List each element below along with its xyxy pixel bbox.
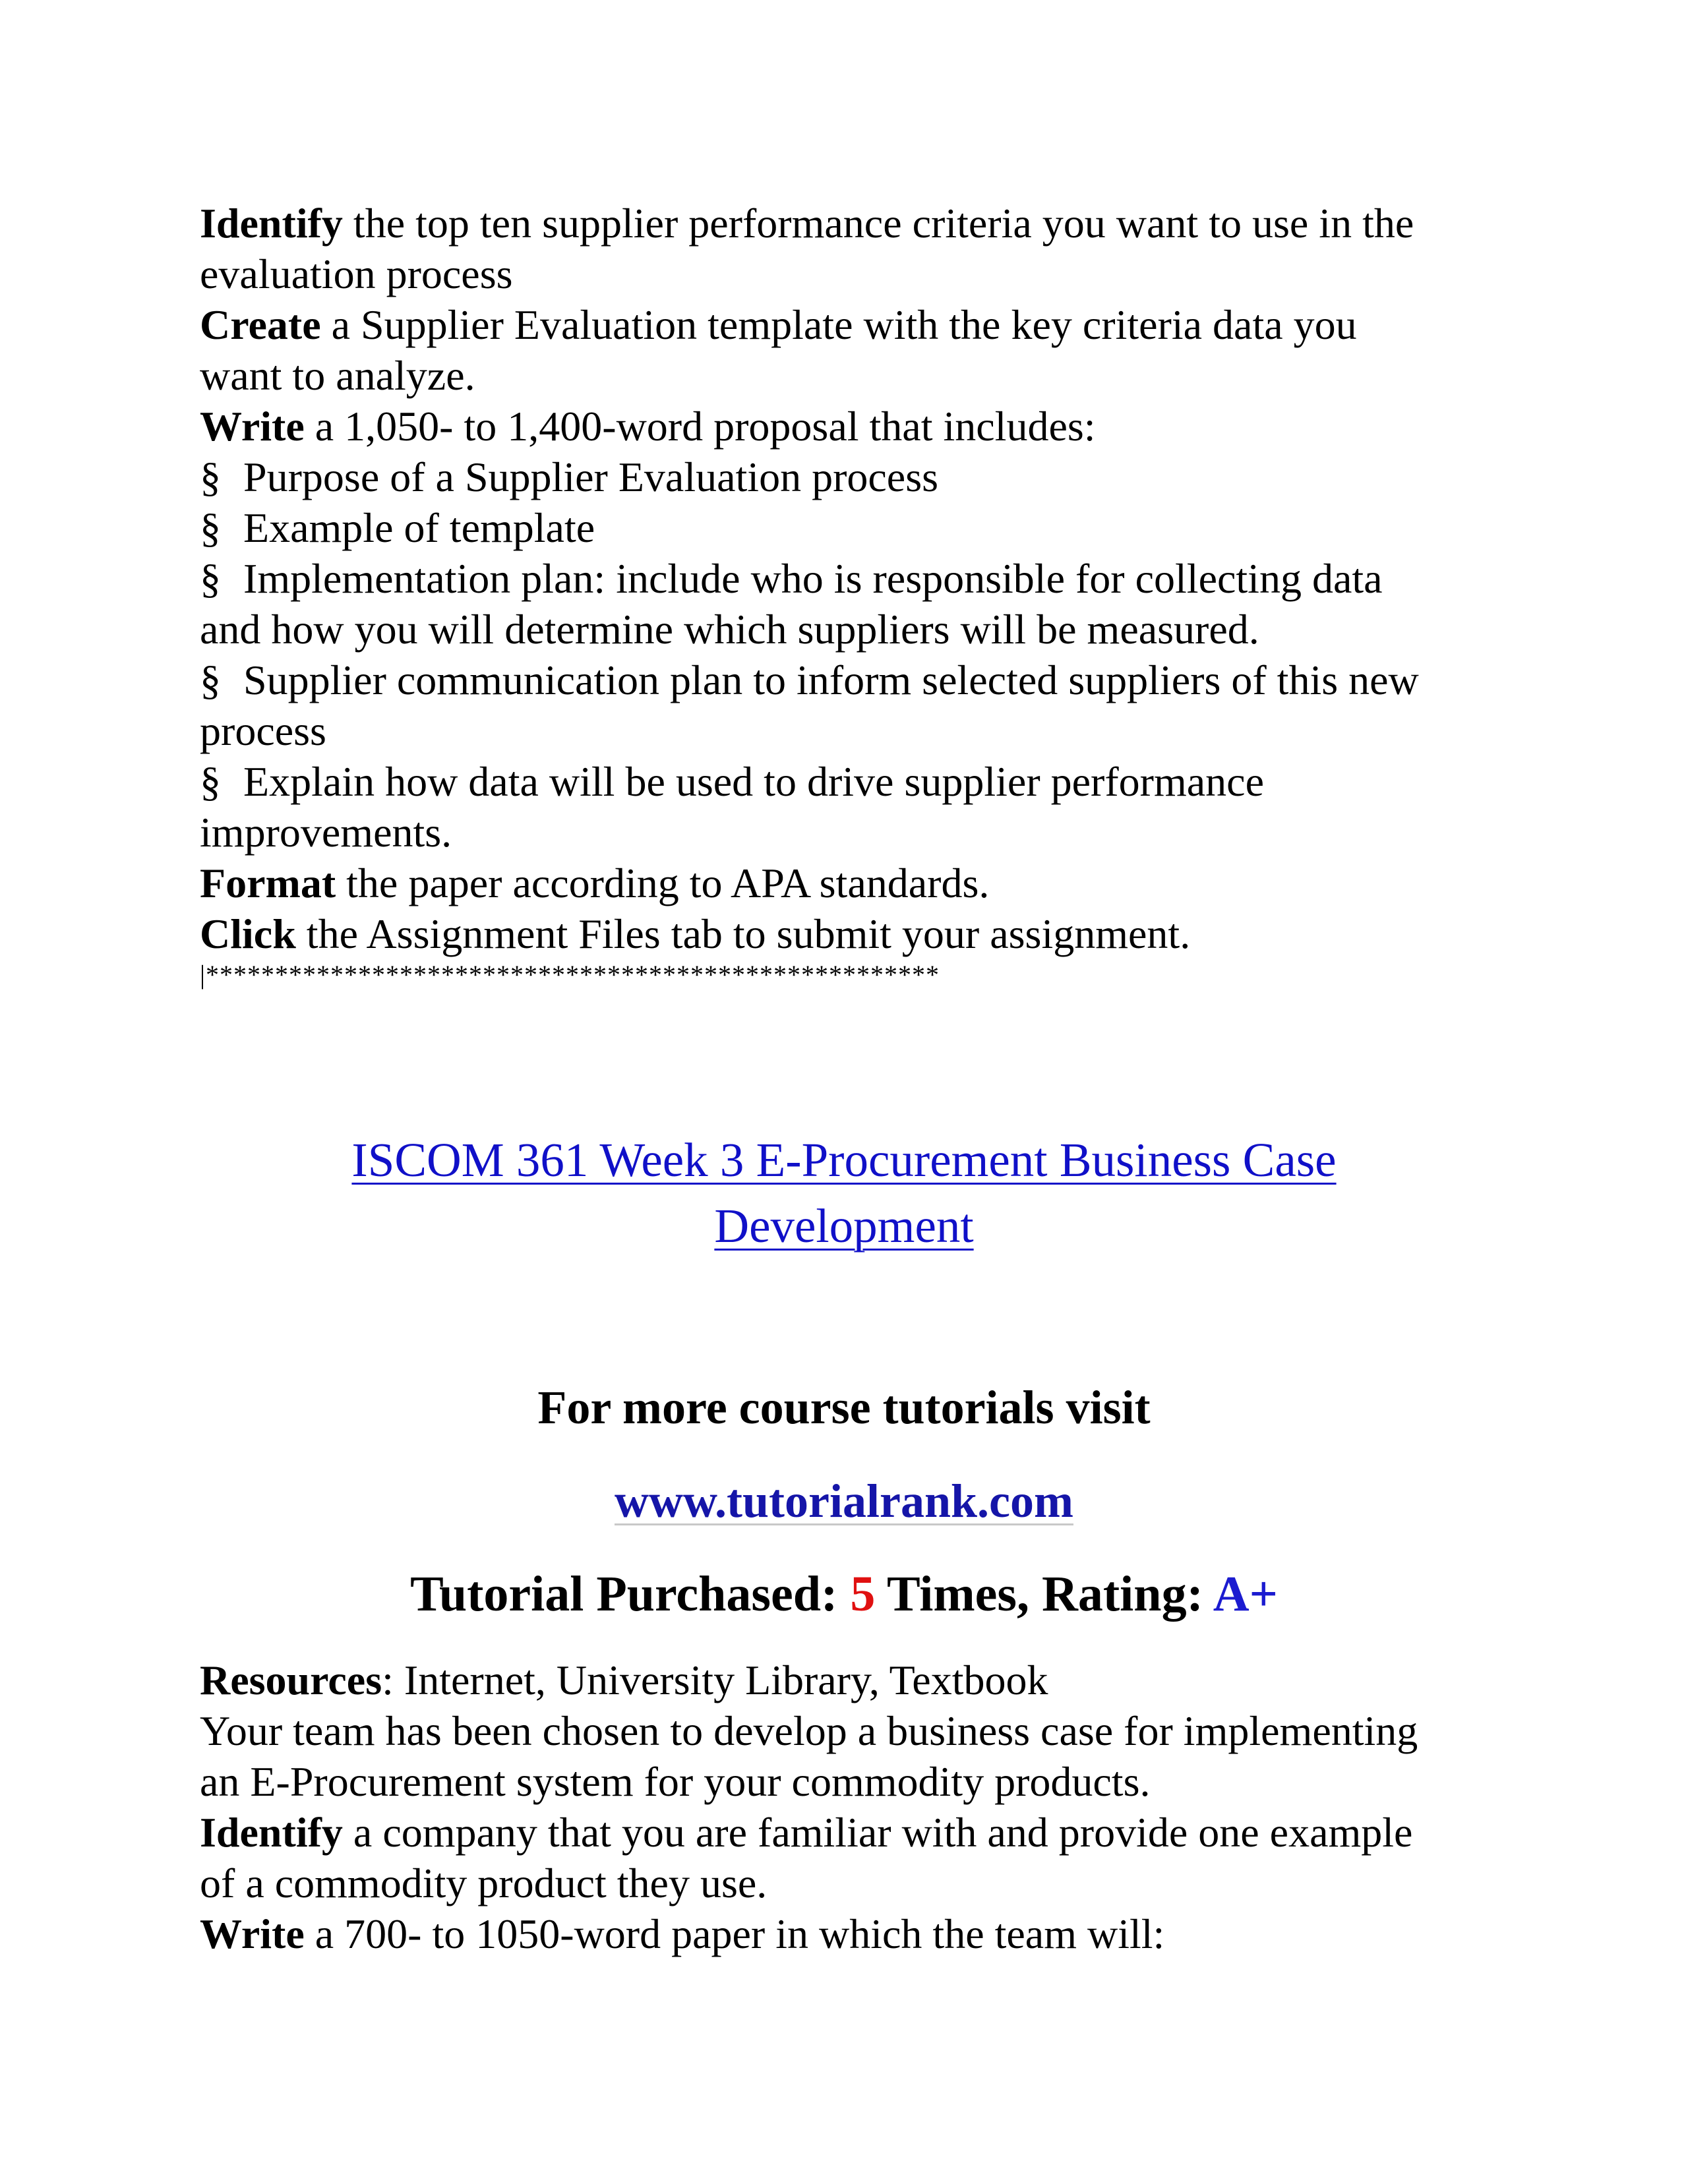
bullet-continuation: and how you will determine which suppliers will be measured. [200, 606, 1259, 653]
bullet-item [200, 452, 1519, 502]
assignment-instructions [200, 198, 1519, 988]
bullet-text: Purpose of a Supplier Evaluation process [243, 454, 938, 500]
write-text: a 1,050- to 1,400-word proposal that includes: [304, 403, 1096, 450]
write-paper-text: a 700- to 1050-word paper in which the team will: [304, 1910, 1165, 1957]
section-sign-icon: § [200, 504, 221, 551]
identify-text: the top ten supplier performance criteria you want to use in the [342, 200, 1414, 247]
section-sign-icon: § [200, 555, 221, 602]
click-text: the Assignment Files tab to submit your assignment. [295, 910, 1191, 957]
tutorial-site-link[interactable]: www.tutorialrank.com [615, 1475, 1073, 1527]
format-text: the paper according to APA standards. [336, 860, 990, 906]
purchase-stats [0, 1562, 1688, 1626]
identify-company-text: a company that you are familiar with and provide one example [342, 1809, 1413, 1856]
bullet-continuation: improvements. [200, 809, 452, 856]
section-sign-icon: § [200, 454, 221, 500]
resources-text: : Internet, University Library, Textbook [382, 1657, 1048, 1703]
course-title-link-block [0, 1127, 1688, 1259]
write-paper-line [200, 1908, 1519, 1959]
resources-line [200, 1655, 1519, 1705]
course-title-link[interactable] [351, 1133, 1336, 1253]
identify-keyword: Identify [200, 200, 343, 247]
bullet-item [200, 756, 1519, 807]
section-sign-icon: § [200, 657, 221, 703]
bullet-item [200, 553, 1519, 604]
format-line [200, 858, 1519, 908]
write-keyword: Write [200, 403, 305, 450]
bullet-text: Supplier communication plan to inform selected suppliers of this new [243, 657, 1419, 703]
stats-prefix: Tutorial Purchased: [410, 1566, 851, 1622]
click-line [200, 908, 1519, 959]
intro-line-2: an E-Procurement system for your commodity products. [200, 1758, 1151, 1805]
bullet-text: Explain how data will be used to drive supplier performance [243, 758, 1264, 805]
identify-company-line [200, 1807, 1519, 1858]
identify-company-line-2: of a commodity product they use. [200, 1860, 768, 1906]
section-sign-icon: § [200, 758, 221, 805]
course-title-line-1: ISCOM 361 Week 3 E-Procurement Business Case [351, 1133, 1337, 1187]
create-template-line [200, 299, 1519, 350]
create-keyword: Create [200, 301, 321, 348]
next-assignment-description [200, 1655, 1519, 1959]
asterisk-separator: |***************************************************** [200, 960, 940, 989]
purchase-count: 5 [850, 1566, 876, 1622]
intro-line: Your team has been chosen to develop a business case for implementing [200, 1707, 1418, 1754]
promo-url-block [0, 1471, 1688, 1531]
write-proposal-line [200, 401, 1519, 452]
stats-middle: Times, Rating: [875, 1566, 1213, 1622]
bullet-item [200, 655, 1519, 705]
bullet-continuation: process [200, 707, 326, 754]
identify-criteria-line-2: evaluation process [200, 251, 513, 297]
course-title-line-2: Development [714, 1199, 974, 1253]
write-keyword: Write [200, 1910, 305, 1957]
identify-criteria-line [200, 198, 1519, 249]
promo-visit-text: For more course tutorials visit [537, 1381, 1151, 1434]
identify-keyword: Identify [200, 1809, 343, 1856]
bullet-text: Example of template [243, 504, 595, 551]
create-text: a Supplier Evaluation template with the key criteria data you [320, 301, 1357, 348]
bullet-item [200, 502, 1519, 553]
bullet-text: Implementation plan: include who is responsible for collecting data [243, 555, 1383, 602]
format-keyword: Format [200, 860, 336, 906]
click-keyword: Click [200, 910, 296, 957]
rating-badge: A+ [1213, 1566, 1278, 1622]
create-template-line-2: want to analyze. [200, 352, 475, 399]
resources-keyword: Resources [200, 1657, 382, 1703]
